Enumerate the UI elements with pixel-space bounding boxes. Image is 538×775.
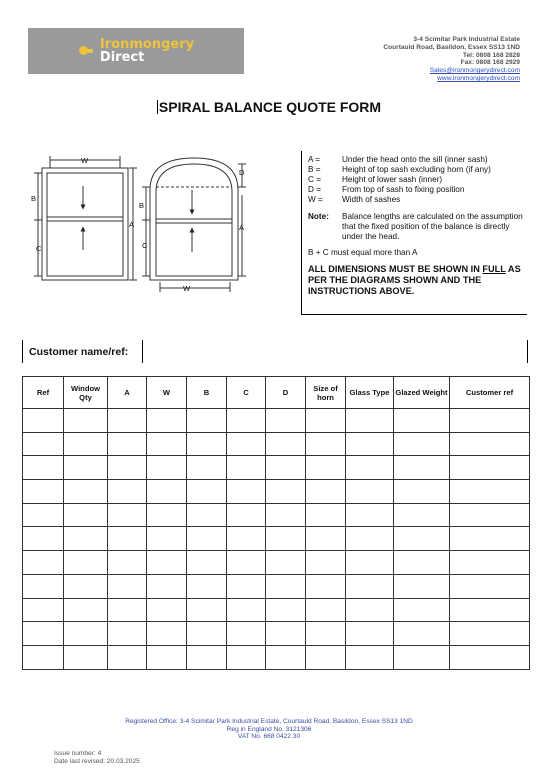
text-cursor (157, 100, 158, 114)
form-title-text: SPIRAL BALANCE QUOTE FORM (158, 99, 382, 115)
table-cell[interactable] (346, 527, 394, 551)
table-cell[interactable] (394, 527, 450, 551)
table-cell[interactable] (147, 409, 187, 433)
table-cell[interactable] (394, 432, 450, 456)
table-cell[interactable] (450, 503, 530, 527)
table-row (23, 432, 530, 456)
table-cell[interactable] (23, 645, 64, 669)
column-header: A (108, 377, 147, 409)
company-address (383, 36, 520, 83)
dim-label-b-left: B (31, 194, 37, 203)
table-cell[interactable] (450, 622, 530, 646)
table-cell[interactable] (147, 551, 187, 575)
address-line1: 3-4 Scimitar Park Industrial Estate (413, 36, 520, 43)
table-cell[interactable] (23, 598, 64, 622)
table-cell[interactable] (187, 622, 227, 646)
table-cell[interactable] (306, 551, 346, 575)
table-body (23, 409, 530, 670)
table-cell[interactable] (394, 480, 450, 504)
table-cell[interactable] (266, 574, 306, 598)
dim-label-b-right: B (139, 201, 145, 210)
table-cell[interactable] (266, 503, 306, 527)
legend-row: W = Width of sashes (308, 195, 401, 204)
table-row (23, 480, 530, 504)
table-cell[interactable] (227, 480, 266, 504)
table-cell[interactable] (266, 551, 306, 575)
company-logo (28, 28, 244, 74)
table-cell[interactable] (23, 622, 64, 646)
sash-window-outer-frame (42, 168, 128, 280)
table-cell[interactable] (450, 598, 530, 622)
table-cell[interactable] (64, 551, 108, 575)
table-cell[interactable] (108, 551, 147, 575)
table-cell[interactable] (64, 480, 108, 504)
table-cell[interactable] (23, 527, 64, 551)
address-fax: Fax: 0808 168 2929 (460, 59, 520, 67)
column-header: Glazed Weight (394, 377, 450, 409)
table-cell[interactable] (147, 480, 187, 504)
table-cell[interactable] (346, 409, 394, 433)
table-row (23, 409, 530, 433)
date-last-revised: Date last revised: 20.03.2025 (54, 757, 140, 765)
table-cell[interactable] (64, 622, 108, 646)
table-cell[interactable] (346, 432, 394, 456)
table-cell[interactable] (187, 409, 227, 433)
website-link[interactable]: www.ironmongerydirect.com (437, 74, 520, 82)
dim-label-w-left: W (81, 156, 89, 165)
table-cell[interactable] (64, 574, 108, 598)
dim-label-c-left: C (36, 244, 42, 253)
table-cell[interactable] (227, 622, 266, 646)
column-header: B (187, 377, 227, 409)
table-cell[interactable] (108, 432, 147, 456)
table-cell[interactable] (306, 622, 346, 646)
column-header: C (227, 377, 266, 409)
legend-instructions: ALL DIMENSIONS MUST BE SHOWN IN FULL AS PER THE DIAGRAMS SHOWN AND THE INSTRUCTIONS ABOVE. (308, 264, 521, 296)
table-cell[interactable] (346, 503, 394, 527)
table-cell[interactable] (187, 456, 227, 480)
table-cell[interactable] (108, 645, 147, 669)
table-cell[interactable] (64, 527, 108, 551)
table-cell[interactable] (266, 622, 306, 646)
table-row (23, 645, 530, 669)
legend-row: B = Height of top sash excluding horn (if any) (308, 165, 491, 174)
table-cell[interactable] (187, 480, 227, 504)
table-cell[interactable] (394, 574, 450, 598)
table-cell[interactable] (227, 409, 266, 433)
table-cell[interactable] (108, 456, 147, 480)
column-header: Glass Type (346, 377, 394, 409)
table-cell[interactable] (450, 574, 530, 598)
table-cell[interactable] (227, 551, 266, 575)
table-cell[interactable] (108, 574, 147, 598)
address-line2: Courtauld Road, Basildon, Essex SS13 1ND (383, 43, 520, 51)
table-row (23, 551, 530, 575)
table-cell[interactable] (394, 409, 450, 433)
table-cell[interactable] (394, 645, 450, 669)
table-cell[interactable] (187, 503, 227, 527)
legend-bc-rule: B + C must equal more than A (308, 248, 418, 257)
table-cell[interactable] (266, 432, 306, 456)
table-cell[interactable] (266, 409, 306, 433)
table-cell[interactable] (306, 432, 346, 456)
customer-name-field[interactable] (143, 340, 527, 363)
table-cell[interactable] (346, 551, 394, 575)
table-cell[interactable] (227, 598, 266, 622)
dim-label-a-right: A (239, 223, 245, 232)
legend-note: Note: Balance lengths are calculated on the assumption that the fixed position of the balance is directly under the head. (308, 212, 523, 241)
table-cell[interactable] (450, 645, 530, 669)
table-cell[interactable] (346, 622, 394, 646)
table-cell[interactable] (108, 480, 147, 504)
table-cell[interactable] (64, 598, 108, 622)
dim-label-c-right: C (142, 241, 148, 250)
table-header-row (23, 377, 530, 409)
table-cell[interactable] (64, 503, 108, 527)
table-row (23, 456, 530, 480)
table-row (23, 598, 530, 622)
customer-name-label: Customer name/ref: (23, 340, 143, 363)
table-cell[interactable] (450, 551, 530, 575)
table-cell[interactable] (187, 574, 227, 598)
column-header: W (147, 377, 187, 409)
email-link[interactable]: Sales@ironmongerydirect.com (429, 67, 520, 75)
table-cell[interactable] (23, 456, 64, 480)
table-cell[interactable] (187, 432, 227, 456)
table-cell[interactable] (266, 527, 306, 551)
table-cell[interactable] (108, 409, 147, 433)
table-cell[interactable] (108, 598, 147, 622)
table-cell[interactable] (306, 409, 346, 433)
table-cell[interactable] (147, 574, 187, 598)
column-header: Window Qty (64, 377, 108, 409)
table-cell[interactable] (147, 456, 187, 480)
table-cell[interactable] (346, 598, 394, 622)
table-cell[interactable] (227, 645, 266, 669)
arched-window-inner-frame (156, 164, 232, 276)
footer-line1: Registered Office: 3-4 Scimitar Park Industrial Estate, Courtauld Road, Basildon, Essex SS13 1ND (125, 718, 413, 725)
table-cell[interactable] (306, 527, 346, 551)
table-cell[interactable] (394, 456, 450, 480)
footer-line3: VAT No. 668 0422 30 (237, 733, 301, 741)
table-cell[interactable] (147, 645, 187, 669)
column-header: Ref (23, 377, 64, 409)
column-header: Customer ref (450, 377, 530, 409)
table-cell[interactable] (450, 480, 530, 504)
dimension-legend (301, 151, 527, 315)
table-cell[interactable] (227, 503, 266, 527)
table-cell[interactable] (227, 574, 266, 598)
table-cell[interactable] (64, 432, 108, 456)
table-cell[interactable] (227, 456, 266, 480)
issue-info (54, 750, 140, 765)
issue-number: Issue number: 4 (54, 750, 102, 757)
table-row (23, 527, 530, 551)
table-cell[interactable] (147, 622, 187, 646)
table-cell[interactable] (306, 456, 346, 480)
logo-text-line2: Direct (99, 50, 145, 65)
table-cell[interactable] (147, 598, 187, 622)
table-cell[interactable] (346, 480, 394, 504)
table-cell[interactable] (266, 480, 306, 504)
table-cell[interactable] (306, 480, 346, 504)
dim-label-d: D (239, 168, 245, 177)
legend-row: D = From top of sash to fixing position (308, 185, 465, 194)
table-cell[interactable] (266, 645, 306, 669)
registered-office-footer (0, 718, 538, 741)
table-cell[interactable] (450, 432, 530, 456)
table-cell[interactable] (23, 503, 64, 527)
table-cell[interactable] (23, 409, 64, 433)
table-cell[interactable] (108, 622, 147, 646)
table-cell[interactable] (227, 527, 266, 551)
table-cell[interactable] (187, 645, 227, 669)
table-cell[interactable] (450, 527, 530, 551)
table-cell[interactable] (266, 456, 306, 480)
table-cell[interactable] (346, 645, 394, 669)
table-cell[interactable] (23, 551, 64, 575)
legend-row: C = Height of lower sash (inner) (308, 175, 443, 184)
column-header: Size of horn (306, 377, 346, 409)
table-cell[interactable] (306, 645, 346, 669)
table-cell[interactable] (23, 574, 64, 598)
logo-text-line1: Ironmongery (99, 37, 195, 52)
table-cell[interactable] (306, 574, 346, 598)
sash-window-inner-frame (47, 173, 123, 276)
table-row (23, 574, 530, 598)
table-row (23, 622, 530, 646)
hand-logo-icon (78, 43, 94, 59)
table-cell[interactable] (266, 598, 306, 622)
table-cell[interactable] (64, 409, 108, 433)
table-cell[interactable] (450, 456, 530, 480)
table-cell[interactable] (64, 456, 108, 480)
table-cell[interactable] (450, 409, 530, 433)
table-cell[interactable] (108, 503, 147, 527)
table-cell[interactable] (394, 622, 450, 646)
table-cell[interactable] (394, 598, 450, 622)
table-cell[interactable] (147, 432, 187, 456)
window-diagram (30, 150, 262, 300)
dim-label-a-left: A (129, 220, 135, 229)
form-title (0, 99, 538, 115)
address-tel: Tel: 0808 168 2828 (462, 51, 520, 59)
table-cell[interactable] (394, 503, 450, 527)
quote-table (22, 376, 530, 670)
table-cell[interactable] (346, 456, 394, 480)
table-cell[interactable] (108, 527, 147, 551)
footer-line2: Reg in England No. 3121306 (226, 725, 312, 733)
table-cell[interactable] (23, 432, 64, 456)
table-cell[interactable] (187, 551, 227, 575)
table-cell[interactable] (346, 574, 394, 598)
dim-label-w-right: W (183, 284, 191, 293)
table-cell[interactable] (394, 551, 450, 575)
table-row (23, 503, 530, 527)
column-header: D (266, 377, 306, 409)
legend-row: A = Under the head onto the sill (inner sash) (308, 155, 488, 164)
table-cell[interactable] (187, 527, 227, 551)
table-cell[interactable] (23, 480, 64, 504)
table-cell[interactable] (227, 432, 266, 456)
customer-name-row (22, 340, 528, 363)
table-cell[interactable] (187, 598, 227, 622)
table-cell[interactable] (306, 503, 346, 527)
table-cell[interactable] (147, 503, 187, 527)
table-cell[interactable] (306, 598, 346, 622)
table-cell[interactable] (64, 645, 108, 669)
table-cell[interactable] (147, 527, 187, 551)
